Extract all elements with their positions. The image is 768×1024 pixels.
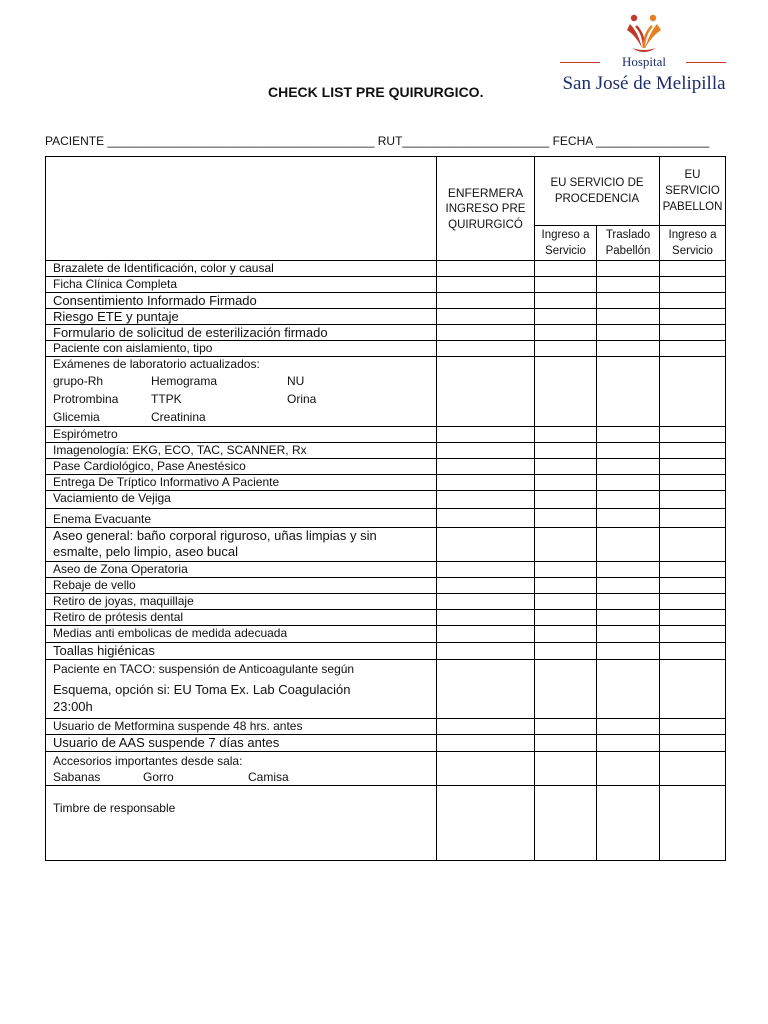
- check-cell[interactable]: [660, 309, 726, 325]
- check-cell[interactable]: [437, 293, 535, 309]
- check-cell[interactable]: [437, 309, 535, 325]
- check-cell[interactable]: [660, 626, 726, 643]
- row-brazalete: Brazalete de Identificación, color y causal: [46, 261, 726, 277]
- check-cell[interactable]: [660, 509, 726, 528]
- row-metformina: Usuario de Metformina suspende 48 hrs. antes: [46, 719, 726, 735]
- hospital-people-icon: [622, 12, 666, 54]
- stamp-cell[interactable]: [660, 786, 726, 861]
- lab-test: Glicemia: [53, 410, 100, 424]
- stamp-cell[interactable]: [437, 786, 535, 861]
- row-formulario: Formulario de solicitud de esterilización firmado: [46, 325, 726, 341]
- check-cell[interactable]: [597, 643, 660, 660]
- check-cell[interactable]: [597, 491, 660, 509]
- check-cell[interactable]: [660, 610, 726, 626]
- check-cell[interactable]: [660, 293, 726, 309]
- check-cell[interactable]: [535, 626, 597, 643]
- check-cell[interactable]: [597, 459, 660, 475]
- check-cell[interactable]: [660, 578, 726, 594]
- check-cell[interactable]: [437, 578, 535, 594]
- check-cell[interactable]: [597, 626, 660, 643]
- row-espirometro: Espirómetro: [46, 427, 726, 443]
- row-imagenologia: Imagenología: EKG, ECO, TAC, SCANNER, Rx: [46, 443, 726, 459]
- lab-test: NU: [287, 374, 305, 388]
- row-timbre: Timbre de responsable: [46, 786, 726, 861]
- row-aas: Usuario de AAS suspende 7 días antes: [46, 735, 726, 752]
- row-joyas: Retiro de joyas, maquillaje: [46, 594, 726, 610]
- row-protesis: Retiro de prótesis dental: [46, 610, 726, 626]
- check-cell[interactable]: [535, 459, 597, 475]
- row-pases: Pase Cardiológico, Pase Anestésico: [46, 459, 726, 475]
- check-cell[interactable]: [660, 261, 726, 277]
- header-blank: [46, 157, 437, 261]
- lab-test: TTPK: [151, 392, 182, 406]
- check-cell[interactable]: [597, 309, 660, 325]
- check-cell[interactable]: [437, 459, 535, 475]
- check-cell[interactable]: [437, 752, 535, 786]
- check-cell[interactable]: [660, 277, 726, 293]
- check-cell[interactable]: [597, 660, 660, 719]
- check-cell[interactable]: [660, 562, 726, 578]
- patient-info-line: PACIENTE ________________________________________ RUT______________________ FECHA _________________: [45, 134, 710, 148]
- lab-test: Protrombina: [53, 392, 119, 406]
- header-pabellon: EU SERVICIO PABELLON: [660, 157, 726, 226]
- accessory-item: Sabanas: [53, 770, 101, 784]
- check-cell[interactable]: [535, 528, 597, 562]
- check-cell[interactable]: [535, 578, 597, 594]
- stamp-cell[interactable]: [597, 786, 660, 861]
- check-cell[interactable]: [535, 357, 597, 427]
- check-cell[interactable]: [437, 594, 535, 610]
- check-cell[interactable]: [437, 735, 535, 752]
- check-cell[interactable]: [597, 475, 660, 491]
- row-toallas: Toallas higiénicas: [46, 643, 726, 660]
- row-medias: Medias anti embolicas de medida adecuada: [46, 626, 726, 643]
- check-cell[interactable]: [437, 475, 535, 491]
- check-cell[interactable]: [660, 459, 726, 475]
- check-cell[interactable]: [535, 491, 597, 509]
- row-taco: Paciente en TACO: suspensión de Anticoagulante según Esquema, opción si: EU Toma Ex. Lab Coagulación 23:00h: [46, 660, 726, 719]
- check-cell[interactable]: [597, 562, 660, 578]
- check-cell[interactable]: [535, 325, 597, 341]
- header-traslado-pabellon: Traslado Pabellón: [597, 226, 660, 261]
- check-cell[interactable]: [437, 357, 535, 427]
- check-cell[interactable]: [660, 443, 726, 459]
- check-cell[interactable]: [437, 719, 535, 735]
- row-aseo-general: Aseo general: baño corporal riguroso, uñas limpias y sin esmalte, pelo limpio, aseo bucal: [46, 528, 726, 562]
- check-cell[interactable]: [437, 610, 535, 626]
- logo-line2: San José de Melipilla: [562, 73, 726, 94]
- row-rebaje: Rebaje de vello: [46, 578, 726, 594]
- row-accesorios: Accesorios importantes desde sala: Sabanas Gorro Camisa: [46, 752, 726, 786]
- page-title: CHECK LIST PRE QUIRURGICO.: [268, 84, 484, 100]
- check-cell[interactable]: [597, 341, 660, 357]
- check-cell[interactable]: [535, 610, 597, 626]
- check-cell[interactable]: [437, 509, 535, 528]
- check-cell[interactable]: [597, 719, 660, 735]
- check-cell[interactable]: [535, 475, 597, 491]
- lab-test: grupo-Rh: [53, 374, 104, 388]
- check-cell[interactable]: [437, 261, 535, 277]
- lab-tests-grid: [53, 372, 436, 426]
- check-cell[interactable]: [437, 277, 535, 293]
- check-cell[interactable]: [597, 443, 660, 459]
- check-cell[interactable]: [535, 309, 597, 325]
- check-cell[interactable]: [660, 427, 726, 443]
- accessories-list: [53, 769, 436, 785]
- check-cell[interactable]: [660, 719, 726, 735]
- check-cell[interactable]: [597, 735, 660, 752]
- check-cell[interactable]: [437, 626, 535, 643]
- check-cell[interactable]: [660, 491, 726, 509]
- check-cell[interactable]: [660, 643, 726, 660]
- check-cell[interactable]: [660, 341, 726, 357]
- lab-test: [287, 408, 397, 426]
- row-triptico: Entrega De Tríptico Informativo A Paciente: [46, 475, 726, 491]
- check-cell[interactable]: [535, 293, 597, 309]
- check-cell[interactable]: [535, 341, 597, 357]
- check-cell[interactable]: [535, 509, 597, 528]
- check-cell[interactable]: [535, 660, 597, 719]
- check-cell[interactable]: [535, 427, 597, 443]
- check-cell[interactable]: [597, 752, 660, 786]
- lab-test: Creatinina: [151, 410, 206, 424]
- lab-test: Hemograma: [151, 374, 218, 388]
- check-cell[interactable]: [597, 325, 660, 341]
- check-cell[interactable]: [437, 341, 535, 357]
- check-cell[interactable]: [535, 752, 597, 786]
- check-cell[interactable]: [597, 293, 660, 309]
- check-cell[interactable]: [597, 509, 660, 528]
- stamp-cell[interactable]: [535, 786, 597, 861]
- check-cell[interactable]: [535, 277, 597, 293]
- check-cell[interactable]: [535, 443, 597, 459]
- check-cell[interactable]: [597, 277, 660, 293]
- check-cell[interactable]: [535, 261, 597, 277]
- header-procedencia: EU SERVICIO DE PROCEDENCIA: [535, 157, 660, 226]
- check-cell[interactable]: [437, 491, 535, 509]
- header-ingreso-servicio: Ingreso a Servicio: [535, 226, 597, 261]
- checklist-table: [45, 156, 726, 861]
- check-cell[interactable]: [597, 594, 660, 610]
- check-cell[interactable]: [597, 610, 660, 626]
- logo-line1: Hospital: [621, 54, 667, 69]
- check-cell[interactable]: [660, 735, 726, 752]
- accessory-item: Gorro: [143, 770, 174, 784]
- check-cell[interactable]: [597, 427, 660, 443]
- check-cell[interactable]: [535, 643, 597, 660]
- accessory-item: Camisa: [248, 770, 289, 784]
- logo-rule-right: [686, 62, 726, 63]
- check-cell[interactable]: [597, 578, 660, 594]
- row-consentimiento: Consentimiento Informado Firmado: [46, 293, 726, 309]
- check-cell[interactable]: [660, 325, 726, 341]
- check-cell[interactable]: [535, 594, 597, 610]
- check-cell[interactable]: [437, 325, 535, 341]
- row-ficha: Ficha Clínica Completa: [46, 277, 726, 293]
- row-enema: Enema Evacuante: [46, 509, 726, 528]
- row-aseo-zona: Aseo de Zona Operatoria: [46, 562, 726, 578]
- check-cell[interactable]: [660, 752, 726, 786]
- check-cell[interactable]: [437, 660, 535, 719]
- check-cell[interactable]: [597, 528, 660, 562]
- check-cell[interactable]: [437, 427, 535, 443]
- check-cell[interactable]: [437, 562, 535, 578]
- check-cell[interactable]: [535, 719, 597, 735]
- check-cell[interactable]: [535, 562, 597, 578]
- check-cell[interactable]: [660, 594, 726, 610]
- row-examenes: Exámenes de laboratorio actualizados: grupo-Rh Hemograma NU Protrombina TTPK Orina Glicemia Creatinina: [46, 357, 726, 427]
- row-aislamiento: Paciente con aislamiento, tipo: [46, 341, 726, 357]
- lab-test: Orina: [287, 392, 317, 406]
- row-riesgo: Riesgo ETE y puntaje: [46, 309, 726, 325]
- header-enfermera: ENFERMERA INGRESO PRE QUIRURGICÓ: [437, 157, 535, 261]
- check-cell[interactable]: [660, 357, 726, 427]
- check-cell[interactable]: [660, 528, 726, 562]
- check-cell[interactable]: [535, 735, 597, 752]
- row-vaciamiento: Vaciamiento de Vejiga: [46, 491, 726, 509]
- check-cell[interactable]: [660, 475, 726, 491]
- hospital-logo: [556, 12, 732, 98]
- header-pabellon-ingreso: Ingreso a Servicio: [660, 226, 726, 261]
- check-cell[interactable]: [437, 643, 535, 660]
- check-cell[interactable]: [437, 528, 535, 562]
- check-cell[interactable]: [597, 357, 660, 427]
- check-cell[interactable]: [597, 261, 660, 277]
- check-cell[interactable]: [660, 660, 726, 719]
- check-cell[interactable]: [437, 443, 535, 459]
